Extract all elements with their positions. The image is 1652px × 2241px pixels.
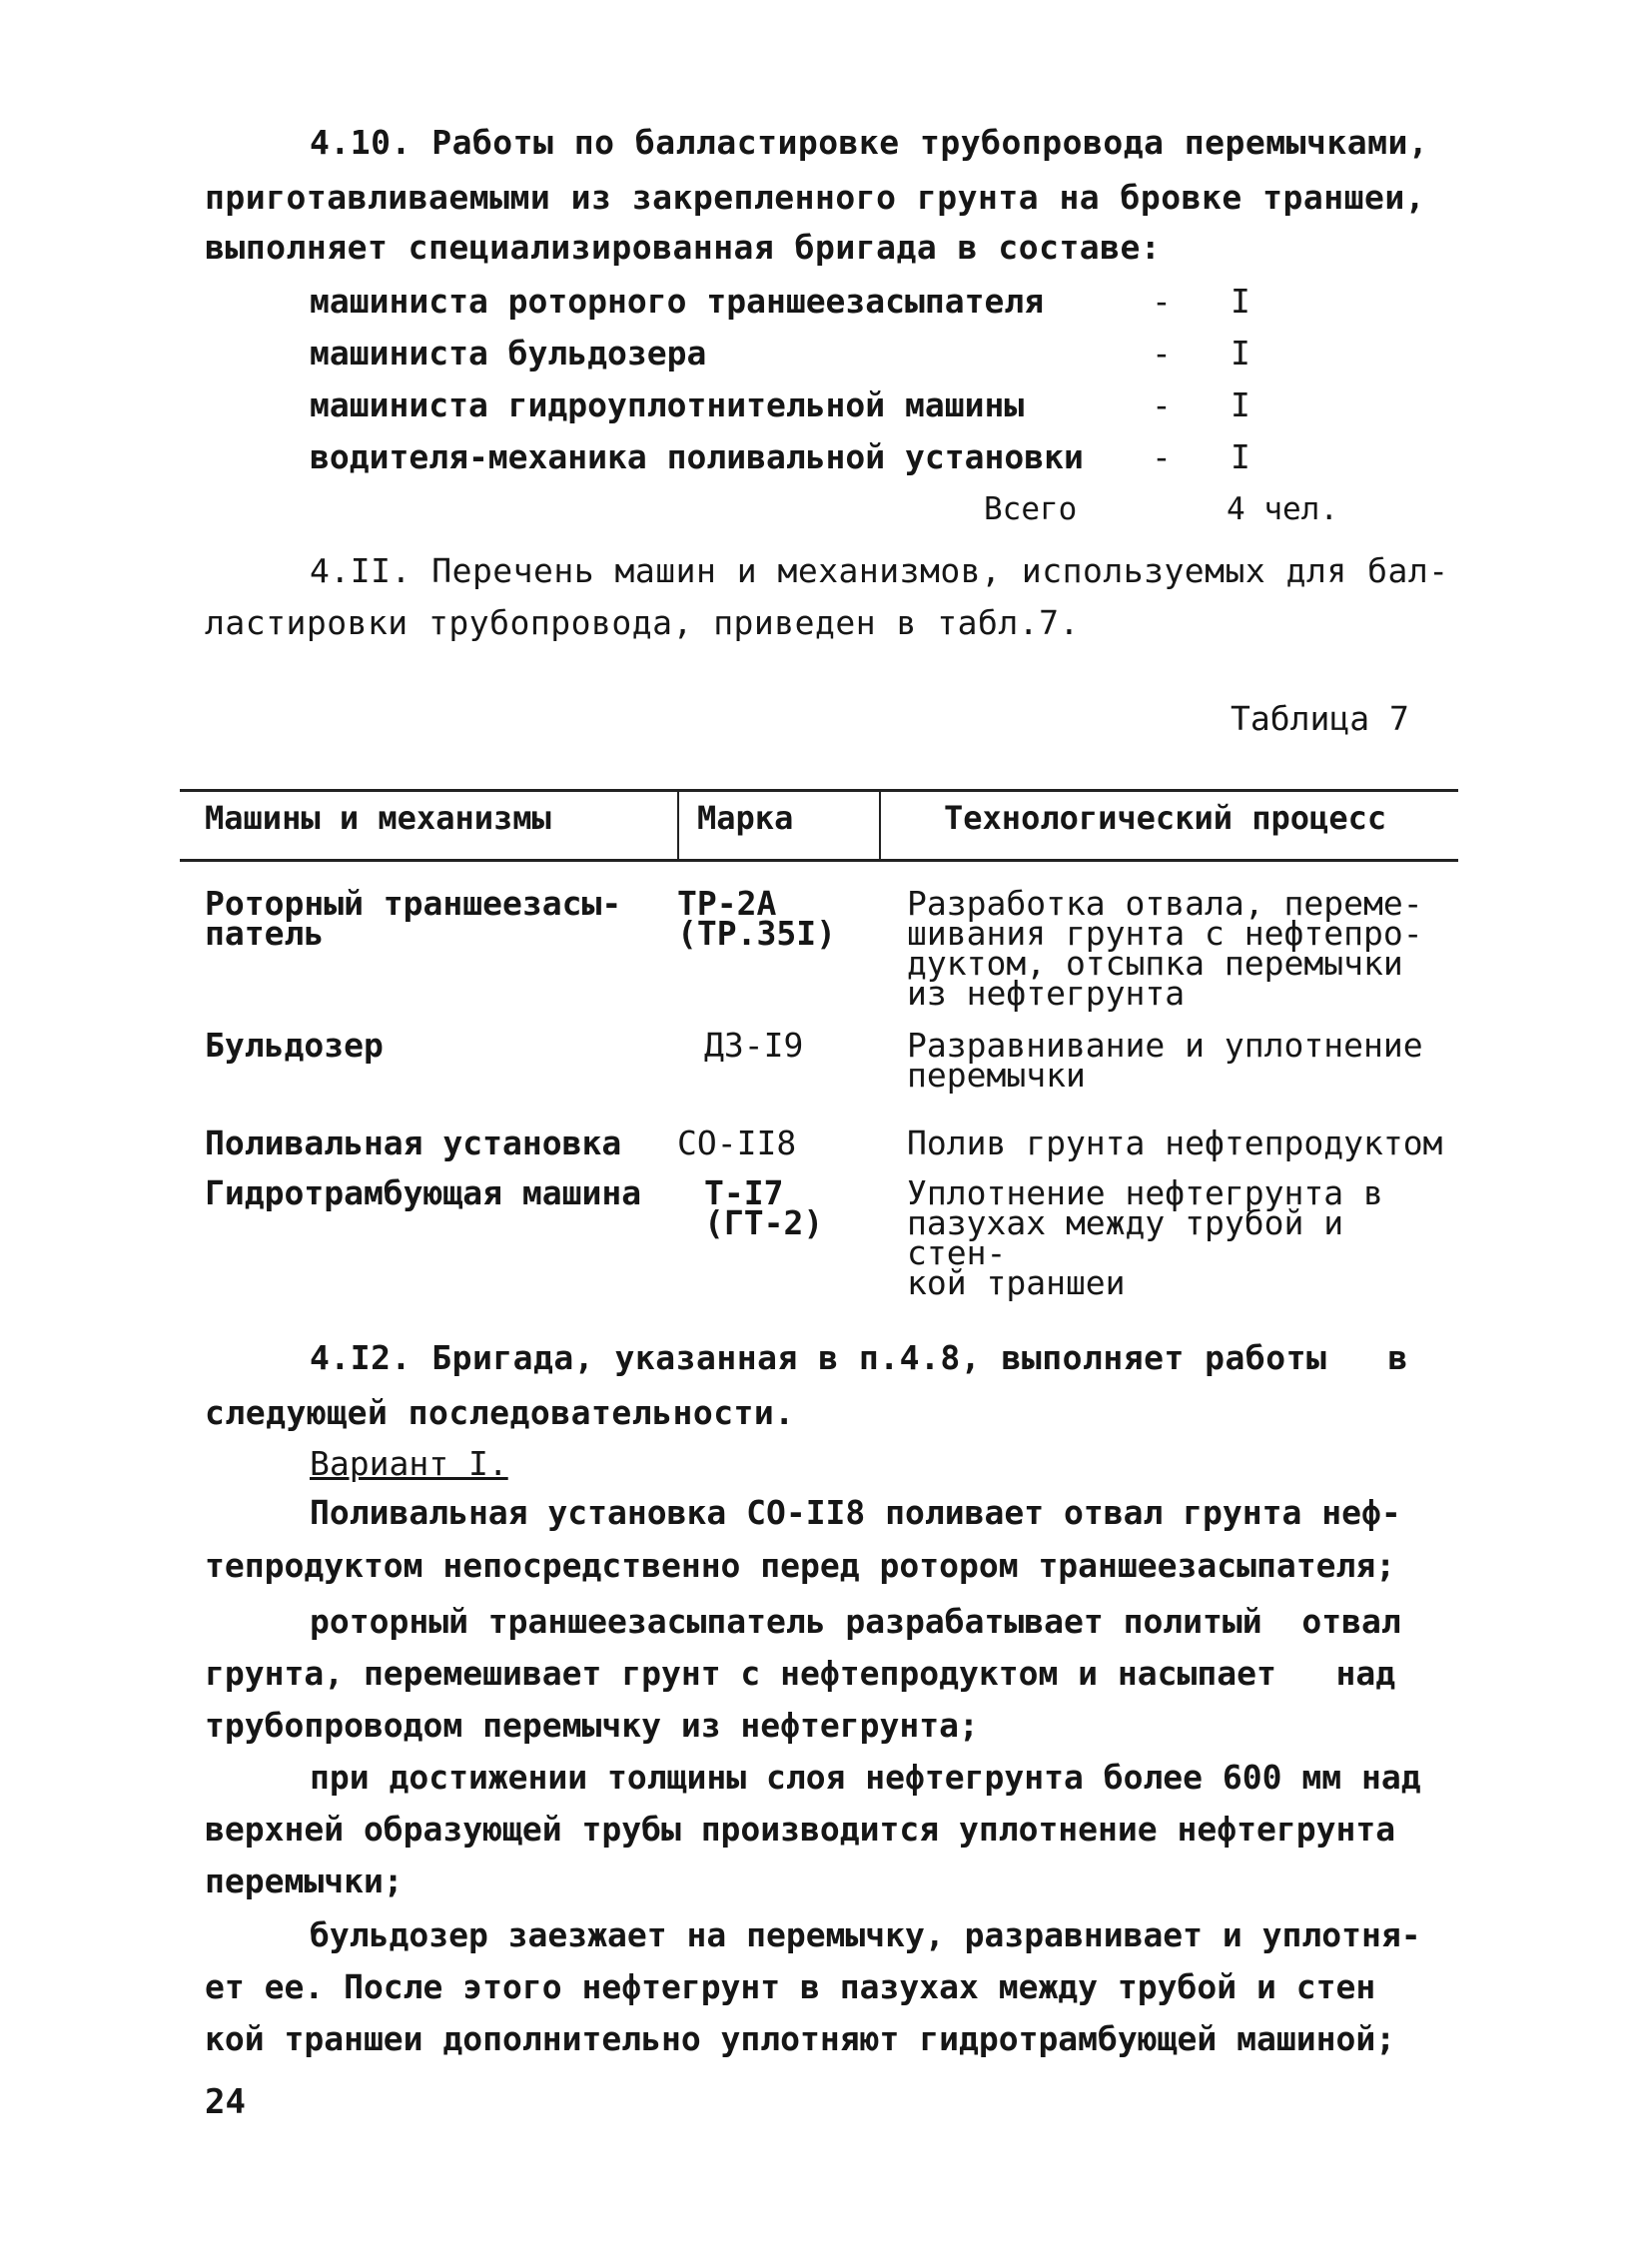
table-cell-brand: Т-I7 (ГТ-2) bbox=[704, 1173, 824, 1242]
para-4-12-line-2: следующей последовательности. bbox=[205, 1393, 795, 1432]
table-header-machines: Машины и механизмы bbox=[205, 799, 551, 837]
variant-text-line: Поливальная установка СО-II8 поливает отвал грунта неф- bbox=[310, 1493, 1401, 1532]
table-header-brand: Марка bbox=[697, 799, 794, 837]
crew-role: машиниста роторного траншеезасыпателя bbox=[310, 282, 1045, 321]
page-number: 24 bbox=[205, 2082, 246, 2122]
para-4-10-line-2: приготавливаемыми из закрепленного грунта на бровке траншеи, bbox=[205, 178, 1426, 217]
crew-dash: - bbox=[1152, 437, 1172, 476]
table-cell-brand: СО-II8 bbox=[677, 1123, 797, 1162]
crew-dash: - bbox=[1152, 385, 1172, 424]
crew-dash: - bbox=[1152, 282, 1172, 321]
crew-count: I bbox=[1231, 437, 1250, 476]
para-4-10-line-3: выполняет специализированная бригада в составе: bbox=[205, 228, 1162, 267]
crew-count: I bbox=[1231, 385, 1250, 424]
crew-count: I bbox=[1231, 282, 1250, 321]
variant-text-line: перемычки; bbox=[205, 1862, 404, 1900]
crew-item bbox=[310, 385, 1358, 437]
crew-role: водителя-механика поливальной установки bbox=[310, 437, 1084, 476]
table-cell-process: Разработка отвала, переме- шивания грунта с нефтепро- дуктом, отсыпка перемычки из нефтегрунта bbox=[907, 884, 1423, 1013]
table-cell-process: Уплотнение нефтегрунта в пазухах между трубой и стен- кой траншеи bbox=[907, 1173, 1383, 1302]
table-cell-machine: Бульдозер bbox=[205, 1026, 384, 1065]
para-4-11-line-1: 4.II. Перечень машин и механизмов, используемых для бал- bbox=[310, 551, 1449, 590]
table-cell-machine: Гидротрамбующая машина bbox=[205, 1173, 642, 1212]
variant-heading: Вариант I. bbox=[310, 1444, 508, 1483]
table-cell-machine: Роторный траншеезасы- патель bbox=[205, 884, 622, 953]
crew-item bbox=[310, 334, 1358, 385]
crew-total-label: Всего bbox=[984, 491, 1078, 527]
variant-text-line: верхней образующей трубы производится уплотнение нефтегрунта bbox=[205, 1810, 1396, 1849]
table-cell-brand: ДЗ-I9 bbox=[704, 1026, 804, 1065]
table-cell-brand: ТР-2А (ТР.35I) bbox=[677, 884, 836, 953]
variant-text-line: трубопроводом перемычку из нефтегрунта; bbox=[205, 1706, 979, 1745]
column-divider bbox=[879, 789, 881, 861]
variant-text-line: бульдозер заезжает на перемычку, разравнивает и уплотня- bbox=[310, 1915, 1421, 1954]
table-caption: Таблица 7 bbox=[1231, 699, 1409, 738]
crew-dash: - bbox=[1152, 334, 1172, 373]
crew-item bbox=[310, 437, 1358, 489]
crew-role: машиниста гидроуплотнительной машины bbox=[310, 385, 1025, 424]
variant-text-line: ет ее. После этого нефтегрунт в пазухах между трубой и стен bbox=[205, 1967, 1376, 2006]
crew-item bbox=[310, 282, 1358, 334]
table-header-rule bbox=[180, 859, 1458, 862]
para-4-10-line-1: 4.10. Работы по балластировке трубопровода перемычками, bbox=[310, 123, 1429, 162]
para-4-12-line-1: 4.I2. Бригада, указанная в п.4.8, выполняет работы в bbox=[310, 1338, 1408, 1377]
crew-total-value: 4 чел. bbox=[1227, 491, 1338, 527]
table-top-rule bbox=[180, 789, 1458, 792]
column-divider bbox=[677, 789, 679, 861]
variant-text-line: роторный траншеезасыпатель разрабатывает политый отвал bbox=[310, 1602, 1401, 1641]
table-cell-machine: Поливальная установка bbox=[205, 1123, 622, 1162]
table-cell-process: Разравнивание и уплотнение перемычки bbox=[907, 1026, 1423, 1095]
para-4-11-line-2: ластировки трубопровода, приведен в табл.7. bbox=[205, 603, 1080, 642]
variant-text-line: кой траншеи дополнительно уплотняют гидротрамбующей машиной; bbox=[205, 2019, 1396, 2058]
variant-text-line: грунта, перемешивает грунт с нефтепродуктом и насыпает над bbox=[205, 1654, 1396, 1693]
crew-count: I bbox=[1231, 334, 1250, 373]
variant-text-line: при достижении толщины слоя нефтегрунта более 600 мм над bbox=[310, 1758, 1421, 1797]
variant-text-line: тепродуктом непосредственно перед ротором траншеезасыпателя; bbox=[205, 1546, 1396, 1585]
table-header-process: Технологический процесс bbox=[944, 799, 1387, 837]
table-cell-process: Полив грунта нефтепродуктом bbox=[907, 1123, 1443, 1162]
crew-role: машиниста бульдозера bbox=[310, 334, 707, 373]
crew-list bbox=[310, 282, 1358, 489]
